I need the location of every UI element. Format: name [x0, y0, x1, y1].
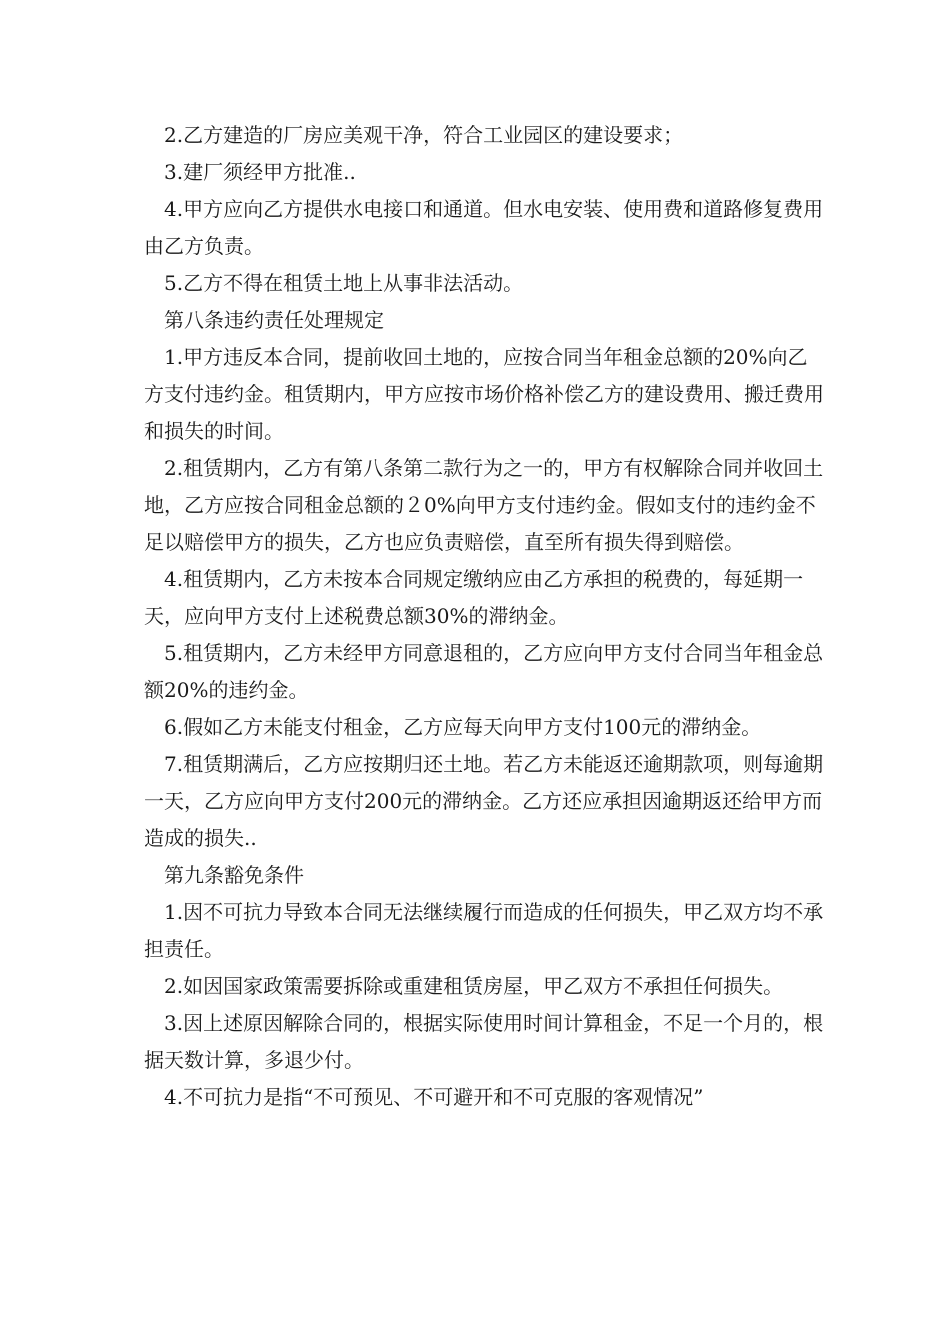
clause-paragraph: 7.租赁期满后，乙方应按期归还土地。若乙方未能返还逾期款项，则每逾期一天，乙方应向甲方支付200元的滞纳金。乙方还应承担因逾期返还给甲方而造成的损失.. [144, 752, 824, 850]
article-heading: 第九条豁免条件 [164, 863, 304, 887]
clause-paragraph: 5.租赁期内，乙方未经甲方同意退租的，乙方应向甲方支付合同当年租金总额20%的违约金。 [144, 641, 824, 702]
clause-paragraph: 2.租赁期内，乙方有第八条第二款行为之一的，甲方有权解除合同并收回土地，乙方应按合同租金总额的２0%向甲方支付违约金。假如支付的违约金不足以赔偿甲方的损失，乙方也应负责赔偿，直至所有损失得到赔偿。 [144, 456, 824, 554]
clause-paragraph: 2.乙方建造的厂房应美观干净，符合工业园区的建设要求； [164, 123, 684, 147]
clause-paragraph: 1.甲方违反本合同，提前收回土地的，应按合同当年租金总额的20%向乙方支付违约金。租赁期内，甲方应按市场价格补偿乙方的建设费用、搬迁费用和损失的时间。 [144, 345, 824, 443]
clause-paragraph: 1.因不可抗力导致本合同无法继续履行而造成的任何损失，甲乙双方均不承担责任。 [144, 900, 824, 961]
clause-paragraph: 4.不可抗力是指“不可预见、不可避开和不可克服的客观情况” [164, 1085, 704, 1109]
clause-paragraph: 6.假如乙方未能支付租金，乙方应每天向甲方支付100元的滞纳金。 [164, 715, 762, 739]
clause-paragraph: 4.甲方应向乙方提供水电接口和通道。但水电安装、使用费和道路修复费用由乙方负责。 [144, 197, 824, 258]
clause-paragraph: 3.建厂须经甲方批准.. [164, 160, 356, 184]
clause-paragraph: 3.因上述原因解除合同的，根据实际使用时间计算租金，不足一个月的，根据天数计算，多退少付。 [144, 1011, 824, 1072]
document-body [144, 117, 824, 1116]
article-heading: 第八条违约责任处理规定 [164, 308, 384, 332]
clause-paragraph: 2.如因国家政策需要拆除或重建租赁房屋，甲乙双方不承担任何损失。 [164, 974, 784, 998]
clause-paragraph: 5.乙方不得在租赁土地上从事非法活动。 [164, 271, 524, 295]
clause-paragraph: 4.租赁期内，乙方未按本合同规定缴纳应由乙方承担的税费的，每延期一天，应向甲方支付上述税费总额30%的滞纳金。 [144, 567, 804, 628]
